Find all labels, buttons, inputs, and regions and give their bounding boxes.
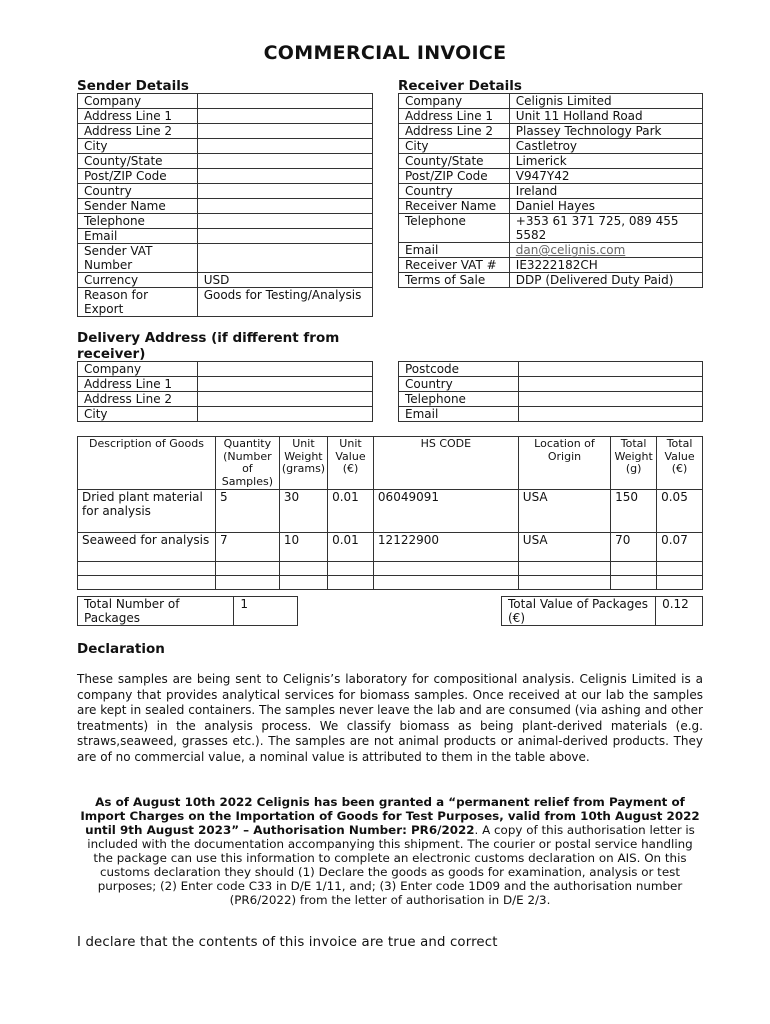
delivery-row — [78, 377, 373, 392]
field-value — [197, 407, 372, 422]
goods-cell — [518, 576, 610, 590]
receiver-row — [399, 109, 703, 124]
goods-column-header: Total Weight (g) — [611, 437, 657, 490]
sender-row — [78, 169, 373, 184]
delivery-left-table — [77, 361, 373, 422]
goods-cell: USA — [518, 533, 610, 562]
sender-row — [78, 124, 373, 139]
field-label: Address Line 1 — [78, 377, 198, 392]
goods-cell: Dried plant material for analysis — [78, 490, 216, 533]
goods-cell: 150 — [611, 490, 657, 533]
receiver-row — [399, 124, 703, 139]
field-label: Address Line 2 — [78, 124, 198, 139]
field-value — [197, 169, 372, 184]
field-label: Telephone — [78, 214, 198, 229]
goods-cell — [328, 576, 374, 590]
declaration-paragraph: These samples are being sent to Celignis’s laboratory for compositional analysis. Celignis Limited is a company that provides analytical services for biomass samples. Once received at our lab the samples are kept in sealed containers. The samples never leave the lab and are consumed (via ashing and other treatments) in the analysis process. We classify biomass as being plant-derived materials (e.g. straws,seaweed, grasses etc.). The samples are not animal products or animal-derived products. They are of no commercial value, a nominal value is attributed to them in the table above. — [77, 672, 703, 764]
receiver-heading: Receiver Details — [398, 78, 522, 94]
goods-cell — [611, 562, 657, 576]
goods-cell: 5 — [215, 490, 279, 533]
receiver-row — [399, 243, 703, 258]
sender-row — [78, 109, 373, 124]
goods-cell: 10 — [279, 533, 327, 562]
goods-row — [78, 533, 703, 562]
field-label: City — [78, 139, 198, 154]
goods-cell: 0.07 — [657, 533, 703, 562]
delivery-row — [78, 392, 373, 407]
goods-table — [77, 436, 703, 590]
delivery-row — [399, 392, 703, 407]
goods-column-header: Quantity (Number of Samples) — [215, 437, 279, 490]
total-packages-value: 1 — [234, 597, 298, 626]
goods-cell: 0.01 — [328, 533, 374, 562]
field-label: Email — [399, 243, 510, 258]
receiver-row — [399, 214, 703, 243]
field-label: Sender Name — [78, 199, 198, 214]
delivery-right-table — [398, 361, 703, 422]
receiver-row — [399, 139, 703, 154]
receiver-row — [399, 258, 703, 273]
receiver-row — [399, 154, 703, 169]
sender-table — [77, 93, 373, 317]
delivery-heading: Delivery Address (if different from receiver) — [77, 330, 340, 362]
field-value: USD — [197, 273, 372, 288]
sender-row — [78, 139, 373, 154]
goods-cell: 0.01 — [328, 490, 374, 533]
goods-cell: 06049091 — [373, 490, 518, 533]
field-value: Goods for Testing/Analysis — [197, 288, 372, 317]
field-value — [197, 392, 372, 407]
field-value — [518, 407, 702, 422]
sender-row — [78, 199, 373, 214]
total-value-box — [501, 596, 703, 626]
field-label: Email — [399, 407, 519, 422]
sender-row — [78, 184, 373, 199]
field-label: Sender VAT Number — [78, 244, 198, 273]
goods-cell — [373, 576, 518, 590]
goods-cell — [657, 562, 703, 576]
field-label: Country — [78, 184, 198, 199]
total-value-label: Total Value of Packages (€) — [502, 597, 656, 626]
goods-cell: 7 — [215, 533, 279, 562]
field-label: Email — [78, 229, 198, 244]
field-value: IE3222182CH — [509, 258, 702, 273]
field-value: DDP (Delivered Duty Paid) — [509, 273, 702, 288]
sender-row — [78, 214, 373, 229]
goods-column-header: Unit Weight (grams) — [279, 437, 327, 490]
field-label: Country — [399, 184, 510, 199]
field-label: Address Line 1 — [399, 109, 510, 124]
sender-row — [78, 154, 373, 169]
goods-cell — [328, 562, 374, 576]
field-label: Address Line 2 — [399, 124, 510, 139]
receiver-row — [399, 199, 703, 214]
sender-row — [78, 273, 373, 288]
goods-cell: 12122900 — [373, 533, 518, 562]
field-value: Unit 11 Holland Road — [509, 109, 702, 124]
delivery-row — [399, 377, 703, 392]
goods-cell: 30 — [279, 490, 327, 533]
field-value — [197, 184, 372, 199]
goods-cell — [373, 562, 518, 576]
field-value — [518, 392, 702, 407]
sender-row — [78, 244, 373, 273]
authorisation-bold: As of August 10th 2022 Celignis has been granted a “permanent relief from Payment of Import Charges on the Importation of Goods for Test Purposes, valid from 10th August 2022 until 9th August 2023” – Authorisation Number: PR6/2022 — [80, 795, 700, 837]
sender-row — [78, 288, 373, 317]
receiver-table — [398, 93, 703, 288]
field-label: Terms of Sale — [399, 273, 510, 288]
declaration-statement: I declare that the contents of this invoice are true and correct — [77, 935, 498, 950]
field-value: Ireland — [509, 184, 702, 199]
field-value — [518, 377, 702, 392]
goods-cell: USA — [518, 490, 610, 533]
field-label: County/State — [78, 154, 198, 169]
field-label: Post/ZIP Code — [399, 169, 510, 184]
goods-row — [78, 562, 703, 576]
total-packages-box — [77, 596, 298, 626]
delivery-row — [399, 407, 703, 422]
goods-cell: 0.05 — [657, 490, 703, 533]
field-label: Receiver VAT # — [399, 258, 510, 273]
field-value: +353 61 371 725, 089 455 5582 — [509, 214, 702, 243]
field-value — [197, 199, 372, 214]
field-value: Celignis Limited — [509, 94, 702, 109]
goods-cell — [657, 576, 703, 590]
authorisation-paragraph — [77, 795, 703, 907]
field-label: Telephone — [399, 214, 510, 243]
goods-cell — [78, 562, 216, 576]
field-value — [197, 229, 372, 244]
goods-cell — [518, 562, 610, 576]
goods-cell — [215, 576, 279, 590]
delivery-row — [399, 362, 703, 377]
field-label: Receiver Name — [399, 199, 510, 214]
field-value — [197, 154, 372, 169]
goods-row — [78, 490, 703, 533]
sender-heading: Sender Details — [77, 78, 189, 94]
receiver-row — [399, 273, 703, 288]
page-title: COMMERCIAL INVOICE — [263, 42, 507, 64]
field-value: Limerick — [509, 154, 702, 169]
field-label: Address Line 1 — [78, 109, 198, 124]
field-label: Company — [78, 94, 198, 109]
field-value: Castletroy — [509, 139, 702, 154]
goods-row — [78, 576, 703, 590]
goods-cell — [611, 576, 657, 590]
total-value-value: 0.12 — [656, 597, 703, 626]
field-value — [197, 214, 372, 229]
field-value — [197, 124, 372, 139]
receiver-row — [399, 94, 703, 109]
goods-column-header: HS CODE — [373, 437, 518, 490]
goods-cell — [279, 576, 327, 590]
sender-row — [78, 94, 373, 109]
field-value: V947Y42 — [509, 169, 702, 184]
receiver-row — [399, 184, 703, 199]
field-label: Currency — [78, 273, 198, 288]
field-value — [197, 244, 372, 273]
field-value: Daniel Hayes — [509, 199, 702, 214]
field-value — [197, 362, 372, 377]
field-label: Company — [399, 94, 510, 109]
field-value — [197, 377, 372, 392]
delivery-row — [78, 407, 373, 422]
total-packages-label: Total Number of Packages — [78, 597, 234, 626]
field-value — [197, 109, 372, 124]
field-label: Address Line 2 — [78, 392, 198, 407]
goods-cell — [215, 562, 279, 576]
field-label: County/State — [399, 154, 510, 169]
field-value: Plassey Technology Park — [509, 124, 702, 139]
field-label: Postcode — [399, 362, 519, 377]
field-label: Post/ZIP Code — [78, 169, 198, 184]
field-label: Company — [78, 362, 198, 377]
field-label: Country — [399, 377, 519, 392]
goods-cell — [279, 562, 327, 576]
declaration-heading: Declaration — [77, 641, 165, 657]
goods-column-header: Total Value (€) — [657, 437, 703, 490]
receiver-row — [399, 169, 703, 184]
goods-cell — [78, 576, 216, 590]
goods-cell: Seaweed for analysis — [78, 533, 216, 562]
authorisation-rest: . A copy of this authorisation letter is included with the documentation accompanying this shipment. The courier or postal service handling the package can use this information to complete an electronic customs declaration on AIS. On this customs declaration they should (1) Declare the goods as goods for examination, analysis or test purposes; (2) Enter code C33 in D/E 1/11, and; (3) Enter code 1D09 and the authorisation number (PR6/2022) from the letter of authorisation in D/E 2/3. — [87, 823, 695, 907]
delivery-row — [78, 362, 373, 377]
field-label: City — [78, 407, 198, 422]
field-label: Telephone — [399, 392, 519, 407]
goods-column-header: Location of Origin — [518, 437, 610, 490]
field-value — [518, 362, 702, 377]
field-value: dan@celignis.com — [509, 243, 702, 258]
field-label: Reason for Export — [78, 288, 198, 317]
goods-column-header: Description of Goods — [78, 437, 216, 490]
field-value — [197, 139, 372, 154]
field-label: City — [399, 139, 510, 154]
field-value — [197, 94, 372, 109]
goods-cell: 70 — [611, 533, 657, 562]
sender-row — [78, 229, 373, 244]
goods-column-header: Unit Value (€) — [328, 437, 374, 490]
